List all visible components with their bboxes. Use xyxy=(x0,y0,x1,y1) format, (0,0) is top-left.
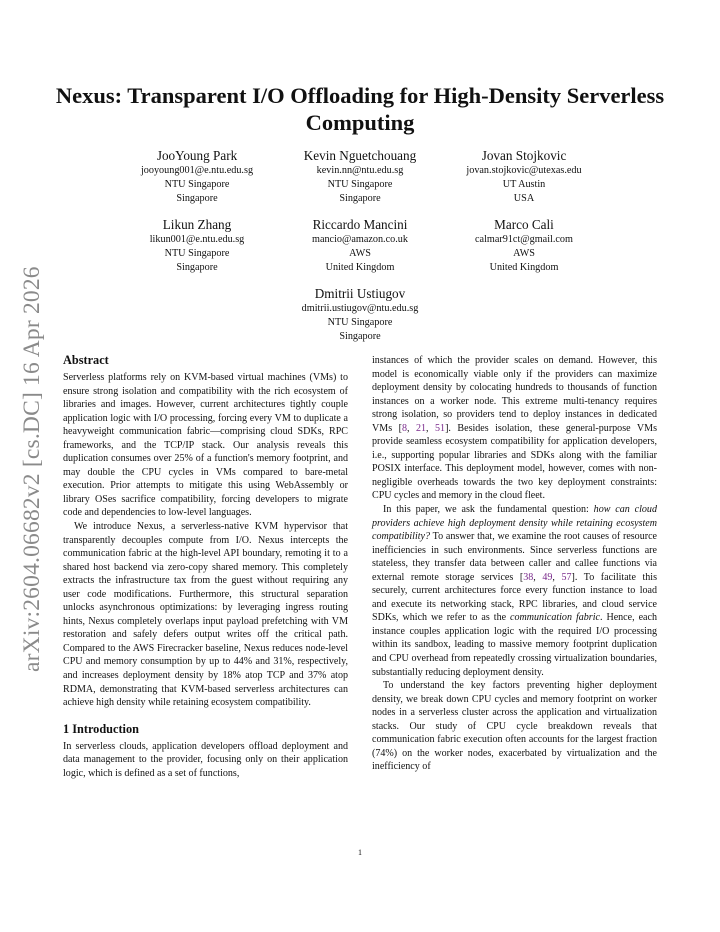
body-paragraph: To understand the key factors preventing higher deployment density, we break down CPU cycles and memory footprint on worker nodes in a serverless cluster across the application and virtualization stacks. Our study of CPU cycle breakdown reveals that communication fabric execution often accounts for the largest fraction (74%) on the worker nodes, exacerbated by virtualization and the inefficiency of xyxy=(372,680,657,773)
citation-link[interactable]: 21 xyxy=(415,422,427,434)
author-country: USA xyxy=(513,192,535,204)
abstract-paragraph: Serverless platforms rely on KVM-based virtual machines (VMs) to ensure strong isolation and compatibility with the rich ecosystem of libraries and images. However, current architectures tightly couple application logic with I/O processing, forcing every VM to duplicate a heavyweight communication fabric—comprising cloud SDKs, RPC frameworks, and the TCP/IP stack. Our analysis reveals this duplication consumes over 25% of a function's memory footprint, and may double the CPU cycles in VMs compared to bare-metal execution. Prior attempts to mitigate this using WebAssembly or library OSes sacrifice compatibility, forcing developers to migrate code and dependencies to low-level languages. xyxy=(63,372,348,519)
emphasis-text: communication fabric xyxy=(510,612,600,624)
text-run: instances of which the provider scales on demand. However, this model is economically viable only if the providers can maximize deployment density by colocating hundreds to thousands of function instances on a worker node. This extreme multi-tenancy requires strong isolation, so providers tend to deploy instances in dedicated VMs [ xyxy=(372,355,657,434)
left-column xyxy=(63,352,348,780)
page-number: 1 xyxy=(358,848,362,857)
author-country: United Kingdom xyxy=(325,261,395,273)
author-affiliation: NTU Singapore xyxy=(327,178,393,190)
author-email: likun001@e.ntu.edu.sg xyxy=(149,234,245,245)
author-name: Dmitrii Ustiugov xyxy=(314,286,406,301)
author-affiliation: AWS xyxy=(349,247,371,259)
author-name: Riccardo Mancini xyxy=(312,217,408,232)
author-country: Singapore xyxy=(176,192,218,204)
author-card xyxy=(414,217,634,274)
author-name: Kevin Nguetchouang xyxy=(303,148,417,163)
author-card xyxy=(250,286,470,343)
section-heading-introduction: 1 Introduction xyxy=(63,721,139,736)
abstract-heading: Abstract xyxy=(63,353,109,367)
arxiv-identifier: arXiv:2604.06682v2 [cs.DC] 16 Apr 2026 xyxy=(19,266,45,672)
text-run: To answer that, we examine the root causes of resource inefficiencies in such environments. Since serverless functions are stateless, they transfer data between caller and callee functions via external remote storage services [ xyxy=(372,531,657,583)
author-country: Singapore xyxy=(339,192,381,204)
text-run: . Hence, each instance couples application logic with the required I/O processing within its sandbox, leading to massive memory footprint duplication and CPU overhead from repeatedly crossing virtualization boundaries, substantially reducing deployment density. xyxy=(372,612,657,678)
author-affiliation: NTU Singapore xyxy=(164,247,230,259)
author-country: Singapore xyxy=(339,330,381,342)
citation-link[interactable]: 57 xyxy=(561,571,572,583)
author-country: United Kingdom xyxy=(489,261,559,273)
author-name: Marco Cali xyxy=(494,217,554,232)
citation-link[interactable]: 38 xyxy=(523,571,534,583)
author-email: dmitrii.ustiugov@ntu.edu.sg xyxy=(301,303,419,314)
body-paragraph: instances of which the provider scales on demand. However, this model is economically viable only if the providers can maximize deployment density by colocating hundreds to thousands of function instances on a worker node. This extreme multi-tenancy requires strong isolation, so providers tend to deploy instances in dedicated VMs [8, 21, 51]. Besides isolation, these general-purpose VMs provide seamless ecosystem compatibility for application developers, i.e., supporting popular libraries and SDKs along with the familiar POSIX interface. This deployment model, however, comes with non-negligible overheads towards the two key deployment constraints: CPU cycles and memory in the cloud fleet. xyxy=(372,355,657,502)
author-affiliation: UT Austin xyxy=(502,178,546,190)
text-run: ]. Besides isolation, these general-purpose VMs provide seamless ecosystem compatibility for application developers, i.e., supporting popular libraries and SDKs along with the familiar POSIX interface. This deployment model, however, comes with non-negligible overheads towards the two key deployment constraints: CPU cycles and memory in the cloud fleet. xyxy=(372,422,657,502)
emphasis-text: how can cloud providers achieve high deployment density while retaining ecosystem compatibility? xyxy=(372,504,657,543)
author-email: mancio@amazon.co.uk xyxy=(312,234,408,245)
body-paragraph: In this paper, we ask the fundamental question: how can cloud providers achieve high deployment density while retaining ecosystem compatibility? To answer that, we examine the root causes of resource inefficiencies in such environments. Since serverless functions are stateless, they transfer data between caller and callee functions via external remote storage services [38, 49, 57]. To facilitate this securely, current architectures force every function instance to load and execute its networking stack, RPC libraries, and cloud service SDKs, which we refer to as the communication fabric. Hence, each instance couples application logic with the required I/O processing within its sandbox, leading to massive memory footprint duplication and CPU overhead from repeatedly crossing virtualization boundaries, substantially reducing deployment density. xyxy=(372,504,657,678)
author-country: Singapore xyxy=(176,261,218,273)
author-email: jooyoung001@e.ntu.edu.sg xyxy=(140,165,254,176)
author-email: jovan.stojkovic@utexas.edu xyxy=(466,165,582,176)
author-email: calmar91ct@gmail.com xyxy=(475,234,573,245)
paper-title: Nexus: Transparent I/O Offloading for High-Density Serverless Computing xyxy=(55,83,665,135)
right-column xyxy=(372,354,657,774)
author-name: Likun Zhang xyxy=(162,217,232,232)
author-name: JooYoung Park xyxy=(156,148,238,163)
author-affiliation: NTU Singapore xyxy=(164,178,230,190)
citation-link[interactable]: 51 xyxy=(435,422,446,434)
author-card xyxy=(414,148,634,205)
abstract-paragraph: We introduce Nexus, a serverless-native KVM hypervisor that transparently decouples compute from I/O. Nexus intercepts the communication fabric at the high-level API boundary, remoting it to a shared host backend via zero-copy shared memory. This completely extracts the infrastructure tax from the guest without requiring any user code modifications. Furthermore, this structural separation unlocks asynchronous optimizations: by leveraging ingress routing hints, Nexus completely overlaps input payload prefetching with VM restoration and safely defers output writes off the critical path. Compared to the AWS Firecracker baseline, Nexus reduces node-level CPU and memory consumption by up to 44% and 31%, respectively, and increases deployment density by 18% atop TCP and 37% atop RDMA, demonstrating that KVM-based serverless architectures can achieve high density while retaining ecosystem compatibility. xyxy=(63,521,348,709)
text-run: In this paper, we ask the fundamental question: xyxy=(383,504,594,516)
citation-link[interactable]: 8 xyxy=(401,422,407,434)
intro-paragraph: In serverless clouds, application developers offload deployment and data management to the provider, focusing only on their application logic, which is defined as a set of functions, xyxy=(63,740,348,779)
text-run: ]. To facilitate this securely, current architectures force every function instance to load and execute its networking stack, RPC libraries, and cloud service SDKs, which we refer to as the xyxy=(372,571,657,624)
citation-link[interactable]: 49 xyxy=(542,571,553,583)
author-email: kevin.nn@ntu.edu.sg xyxy=(316,165,404,176)
author-name: Jovan Stojkovic xyxy=(481,148,567,163)
author-affiliation: AWS xyxy=(513,247,535,259)
author-affiliation: NTU Singapore xyxy=(327,316,393,328)
